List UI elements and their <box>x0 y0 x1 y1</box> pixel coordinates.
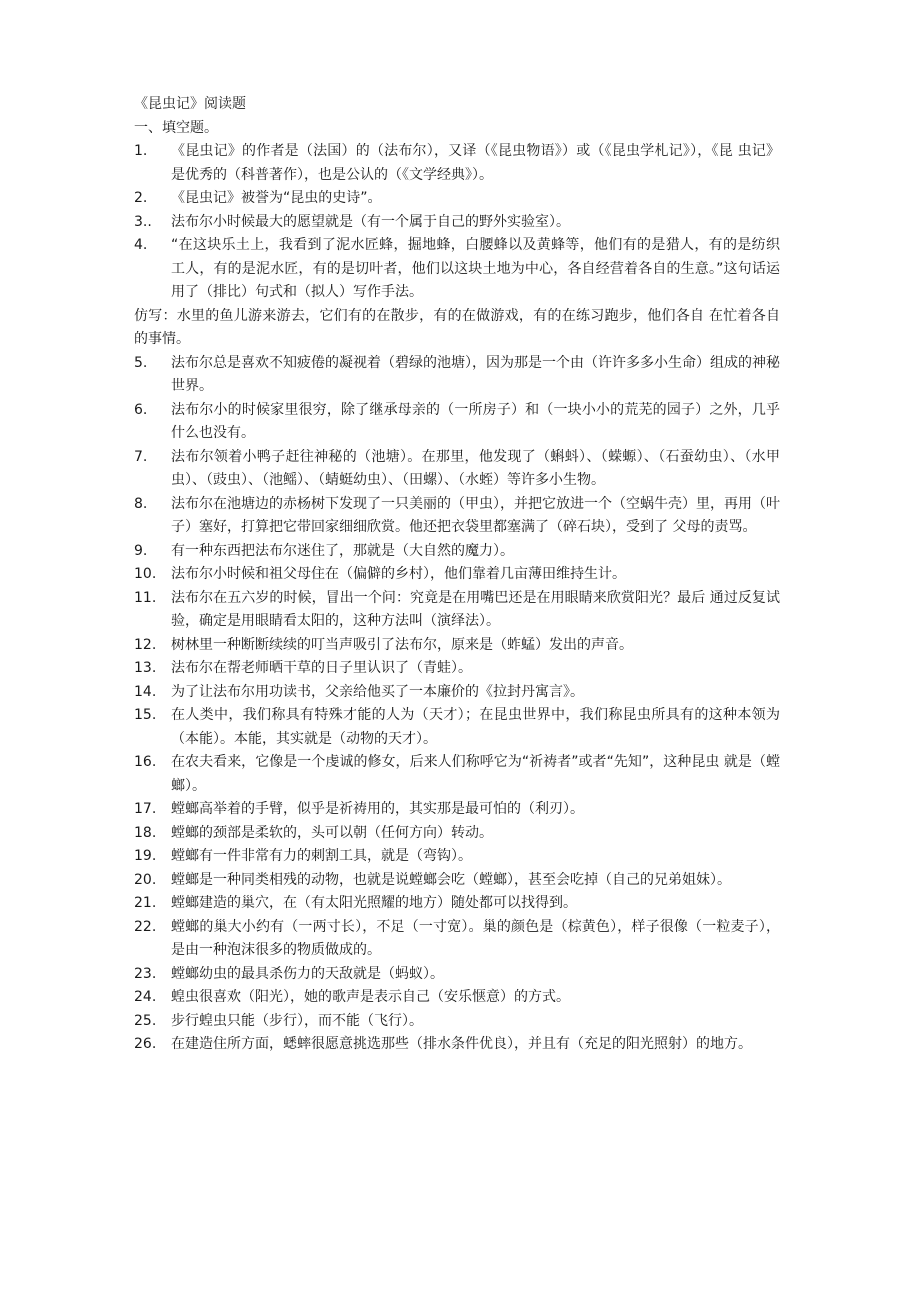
document-title: 《昆虫记》阅读题 <box>134 96 246 112</box>
question-number: 21. <box>134 895 157 911</box>
question-text: 螳螂高举着的手臂，似乎是祈祷用的，其实那是最可怕的（利刃）。 <box>171 801 584 817</box>
question-text: 法布尔在池塘边的赤杨树下发现了一只美丽的（甲虫），并把它放进一个（空蜗牛壳）里，再用（叶子）塞好，打算把它带回家细细欣赏。他还把衣袋里都塞满了（碎石块），受到了 父母的责骂。 <box>171 495 780 535</box>
question-number: 3.. <box>134 213 152 230</box>
question-item <box>134 1033 780 1057</box>
question-number: 20. <box>134 871 157 888</box>
question-item <box>134 140 780 187</box>
question-text: 螳螂的颈部是柔软的，头可以朝（任何方向）转动。 <box>171 824 493 841</box>
question-text: 树林里一种断断续续的叮当声吸引了法布尔，原来是（蚱蜢）发出的声音。 <box>171 636 633 653</box>
question-item <box>134 399 780 446</box>
question-number: 1. <box>134 143 148 159</box>
question-number: 10. <box>134 566 157 582</box>
question-number: 7. <box>134 448 148 465</box>
question-number: 24. <box>134 989 157 1005</box>
question-item <box>134 822 780 846</box>
question-item <box>134 563 780 587</box>
question-number: 13. <box>134 660 157 676</box>
question-number: 17. <box>134 801 157 817</box>
question-number: 26. <box>134 1036 157 1052</box>
question-text: 法布尔在帮老师晒干草的日子里认识了（青蛙）。 <box>171 660 472 676</box>
question-item <box>134 916 780 963</box>
question-text: 法布尔在五六岁的时候，冒出一个问：究竟是在用嘴巴还是在用眼睛来欣赏阳光？最后 通过反复试验，确定是用眼睛看太阳的，这种方法叫（演绎法）。 <box>171 589 780 629</box>
question-text: 螳螂有一件非常有力的刺割工具，就是（弯钩）。 <box>171 848 472 864</box>
question-item <box>134 493 780 540</box>
question-text: 在人类中，我们称具有特殊才能的人为（天才）；在昆虫世界中，我们称昆虫所具有的这种本领为（本能）。本能，其实就是（动物的天才）。 <box>171 707 780 747</box>
question-text: 《昆虫记》被誉为“昆虫的史诗”。 <box>171 190 382 206</box>
question-text: 法布尔小时候最大的愿望就是（有一个属于自己的野外实验室）。 <box>171 213 570 230</box>
question-text: 在建造住所方面，蟋蟀很愿意挑选那些（排水条件优良），并且有（充足的阳光照射）的地方。 <box>171 1036 752 1052</box>
question-text: 有一种东西把法布尔迷住了，那就是（大自然的魔力）。 <box>171 542 514 559</box>
question-item <box>134 540 780 564</box>
question-item <box>134 352 780 399</box>
question-number: 5. <box>134 354 148 371</box>
question-number: 4. <box>134 237 148 253</box>
question-item <box>134 751 780 798</box>
question-text: 螳螂幼虫的最具杀伤力的天敌就是（蚂蚁）。 <box>171 965 444 982</box>
question-item <box>134 234 780 305</box>
imitation-text <box>134 305 780 352</box>
question-item <box>134 587 780 634</box>
question-number: 23. <box>134 965 157 982</box>
question-text: 法布尔小时候和祖父母住在（偏僻的乡村），他们靠着几亩薄田维持生计。 <box>171 566 626 582</box>
question-item <box>134 892 780 916</box>
question-number: 14. <box>134 683 157 700</box>
question-number: 16. <box>134 754 157 770</box>
question-text: 步行蝗虫只能（步行），而不能（飞行）。 <box>171 1012 423 1029</box>
question-text: 法布尔领着小鸭子赶往神秘的（池塘）。在那里，他发现了（蝌蚪）、（蝾螈）、（石蚕幼虫）、（水甲虫）、（豉虫）、（池鳐）、（蜻蜓幼虫）、（田螺）、（水蛭）等许多小生物。 <box>171 448 780 488</box>
question-item <box>134 211 780 235</box>
question-number: 2. <box>134 190 148 206</box>
question-item <box>134 798 780 822</box>
question-text: 法布尔总是喜欢不知疲倦的凝视着（碧绿的池塘），因为那是一个由（许许多多小生命）组成的神秘世界。 <box>171 354 780 394</box>
question-item <box>134 869 780 893</box>
question-number: 22. <box>134 918 157 935</box>
question-number: 25. <box>134 1012 157 1029</box>
question-item <box>134 1010 780 1034</box>
question-item <box>134 634 780 658</box>
question-number: 19. <box>134 848 157 864</box>
question-item <box>134 657 780 681</box>
question-item <box>134 986 780 1010</box>
question-number: 11. <box>134 589 157 606</box>
question-text: “在这块乐土上，我看到了泥水匠蜂，掘地蜂，白腰蜂以及黄蜂等，他们有的是猎人，有的是纺织工人，有的是泥水匠，有的是切叶者，他们以这块土地为中心，各自经营着各自的生意。”这句话运用了（排比）句式和（拟人）写作手法。 <box>171 237 780 300</box>
question-number: 18. <box>134 824 157 841</box>
question-text: 为了让法布尔用功读书，父亲给他买了一本廉价的《拉封丹寓言》。 <box>171 683 584 700</box>
question-number: 15. <box>134 707 157 723</box>
question-list <box>134 140 780 305</box>
question-text: 法布尔小的时候家里很穷，除了继承母亲的（一所房子）和（一块小小的荒芜的园子）之外，几乎什么也没有。 <box>171 401 780 441</box>
question-item <box>134 681 780 705</box>
question-text: 《昆虫记》的作者是（法国）的（法布尔），又译（《昆虫物语》）或（《昆虫学札记》），《昆 虫记》是优秀的（科普著作），也是公认的（《文学经典》）。 <box>171 143 780 183</box>
question-text: 螳螂是一种同类相残的动物，也就是说螳螂会吃（螳螂），甚至会吃掉（自己的兄弟姐妹）。 <box>171 871 731 888</box>
question-number: 6. <box>134 401 148 418</box>
question-text: 螳螂的巢大小约有（一两寸长），不足（一寸宽）。巢的颜色是（棕黄色），样子很像（一粒麦子），是由一种泡沫很多的物质做成的。 <box>171 918 780 958</box>
question-text: 蝗虫很喜欢（阳光），她的歌声是表示自己（安乐惬意）的方式。 <box>171 989 570 1005</box>
question-item <box>134 187 780 211</box>
question-item <box>134 963 780 987</box>
section-heading: 一、填空题。 <box>134 119 218 136</box>
question-number: 8. <box>134 495 148 512</box>
question-number: 9. <box>134 542 148 559</box>
question-text: 在农夫看来，它像是一个虔诚的修女，后来人们称呼它为“祈祷者”或者“先知”，这种昆虫 就是（螳螂）。 <box>171 754 780 794</box>
imitation-sentence: 仿写：水里的鱼儿游来游去，它们有的在散步，有的在做游戏，有的在练习跑步，他们各自 在忙着各自的事情。 <box>134 307 780 347</box>
question-item <box>134 704 780 751</box>
question-item <box>134 845 780 869</box>
question-item <box>134 446 780 493</box>
question-number: 12. <box>134 636 157 653</box>
question-text: 螳螂建造的巢穴，在（有太阳光照耀的地方）随处都可以找得到。 <box>171 895 577 911</box>
question-list-continued <box>134 352 780 1057</box>
